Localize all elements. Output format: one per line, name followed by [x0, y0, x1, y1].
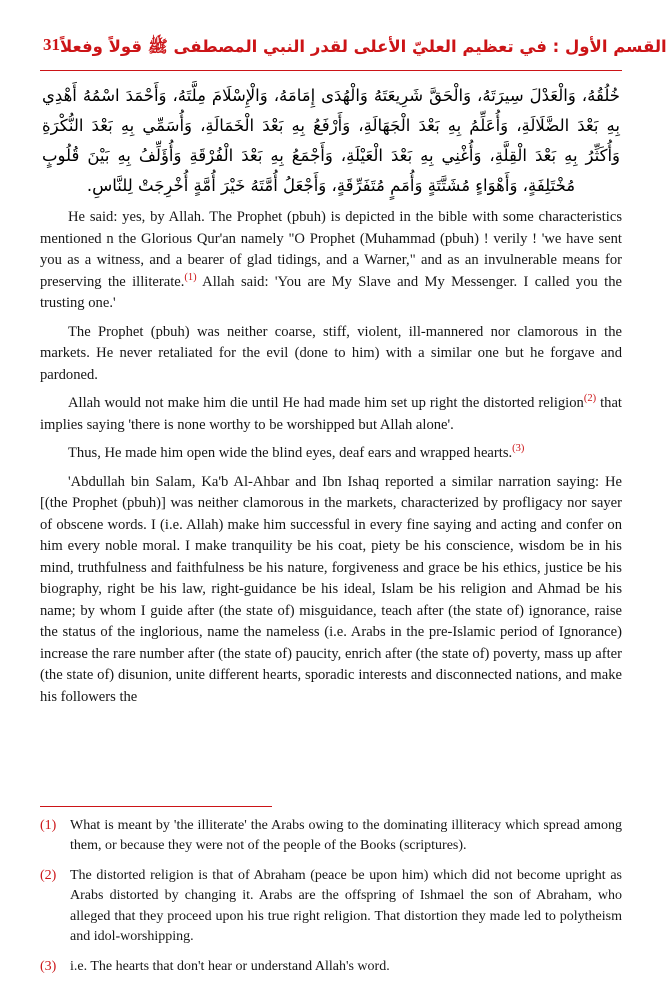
page-header	[40, 34, 667, 68]
page-number: 31	[43, 35, 60, 54]
paragraph-5	[40, 472, 622, 709]
paragraph-1-part-1: He said: yes, by Allah. The Prophet (pbuh) is depicted in the bible with some characteristics mentioned n the Glorious Qur'an namely "O Prophet (Muhammad (pbuh) ! verily ! 'we have sent you as a witness, and a bearer of glad tidings, and a Warner," and as an invulnerable means for preserving the illiterate.	[40, 209, 622, 290]
footnote-area	[40, 806, 622, 987]
footnote-marker: (1)	[40, 817, 57, 833]
arabic-passage-text: خُلُقُهُ، وَالْعَدْلَ سِيرَتَهُ، وَالْحَقَّ شَرِيعَتَهُ وَالْهُدَى إِمَامَهُ، وَالْإِسْلَامَ مِلَّتَهُ، وَأَحْمَدَ اسْمُهُ أَهْدِي بِهِ بَعْدَ الضَّلَالَةِ، وَأُعَلِّمُ بِهِ بَعْدَ الْجَهَالَةِ، وَأَرْفَعُ بِهِ بَعْدَ الْخَمَالَةِ، وَأُسَمِّي بِهِ بَعْدَ النُّكْرَةِ وَأُكَثِّرُ بِهِ بَعْدَ الْقِلَّةِ، وَأُغْنِي بِهِ بَعْدَ الْعَيْلَةِ، وَأَجْمَعُ بِهِ بَعْدَ الْفُرْقَةِ وَأُؤَلِّفُ بِهِ بَيْنَ قُلُوبٍ مُخْتَلِفَةٍ، وَأَهْوَاءٍ مُشَتَّتَةٍ وَأُمَمٍ مُتَفَرِّقَةٍ، وَأَجْعَلُ أُمَّتَهُ خَيْرَ أُمَّةٍ أُخْرِجَتْ لِلنَّاسِ.	[42, 86, 620, 195]
footnote-item	[40, 957, 622, 978]
paragraph-2	[40, 322, 622, 387]
paragraph-4	[40, 443, 622, 465]
footnote-marker: (2)	[40, 867, 57, 883]
paragraph-2-part-1: The Prophet (pbuh) was neither coarse, stiff, violent, ill-mannered nor clamorous in the markets. He never retaliated for the evil (done to him) with a similar one but he forgave and pardoned.	[40, 323, 622, 383]
paragraph-3-part-2: that implies saying 'there is none worthy to be worshipped but Allah alone'.	[40, 395, 622, 433]
paragraph-3-part-1: Allah would not make him die until He had made him set up right the distorted religion	[68, 395, 584, 411]
footnote-ref-3[interactable]: (3)	[512, 443, 525, 455]
footnote-divider	[40, 806, 272, 807]
paragraph-1	[40, 207, 622, 315]
body-text	[40, 207, 622, 708]
footnote-text: i.e. The hearts that don't hear or understand Allah's word.	[70, 958, 390, 974]
footnote-ref-2[interactable]: (2)	[583, 393, 597, 405]
arabic-passage	[40, 81, 622, 201]
header-divider	[40, 70, 622, 71]
footnote-item	[40, 816, 622, 857]
paragraph-5-part-1: 'Abdullah bin Salam, Ka'b Al-Ahbar and Ibn Ishaq reported a similar narration saying: He [(the Prophet (pbuh)] was neither clamorous in the markets, characterized by profligacy nor sayer of obscene words. I (i.e. Allah) make him successful in every fine saying and acting and confer on him every noble moral. I make tranquility be his coat, piety be his conscience, wisdom be in his mind, truthfulness and faithfulness be his nature, forgiveness and grace be his ethics, justice be his biography, right be his law, right-guidance be his ideal, Islam be his religion and Ahmad be his name; by whom I guide after (the state of) misguidance, teach after (the state of) ignorance, raise the status of the inglorious, name the nameless (i.e. Arabs in the pre-Islamic period of Ignorance) increase the rare number after (the state of) paucity, enrich after (the state of) poverty, mass up after (the state of) disunion, unite different hearts, sporadic interests and disconnected nations, and make his followers the	[40, 473, 622, 705]
running-head-title: القسم الأول : في تعظيم العليّ الأعلى لقدر النبي المصطفى ﷺ قولاً وفعلاً	[60, 37, 667, 56]
footnote-text: The distorted religion is that of Abraham (peace be upon him) which did not become upright as Arabs distorted by changing it. Arabs are the offspring of Ishmael the son of Abraham, who alleged that they proceed upon his true right religion. That distortion they made led to polytheism and idol-worshipping.	[70, 867, 622, 944]
footnote-item	[40, 866, 622, 948]
footnote-marker: (3)	[40, 958, 57, 974]
footnote-text: What is meant by 'the illiterate' the Arabs owing to the dominating illiteracy which spread among them, or because they were not of the people of the Books (scriptures).	[70, 817, 622, 853]
footnote-ref-1[interactable]: (1)	[184, 271, 197, 283]
paragraph-3	[40, 393, 622, 436]
paragraph-1-part-2: Allah said: 'You are My Slave and My Messenger. I called you the trusting one.'	[40, 273, 622, 311]
paragraph-4-part-1: Thus, He made him open wide the blind eyes, deaf ears and wrapped hearts.	[68, 445, 513, 461]
